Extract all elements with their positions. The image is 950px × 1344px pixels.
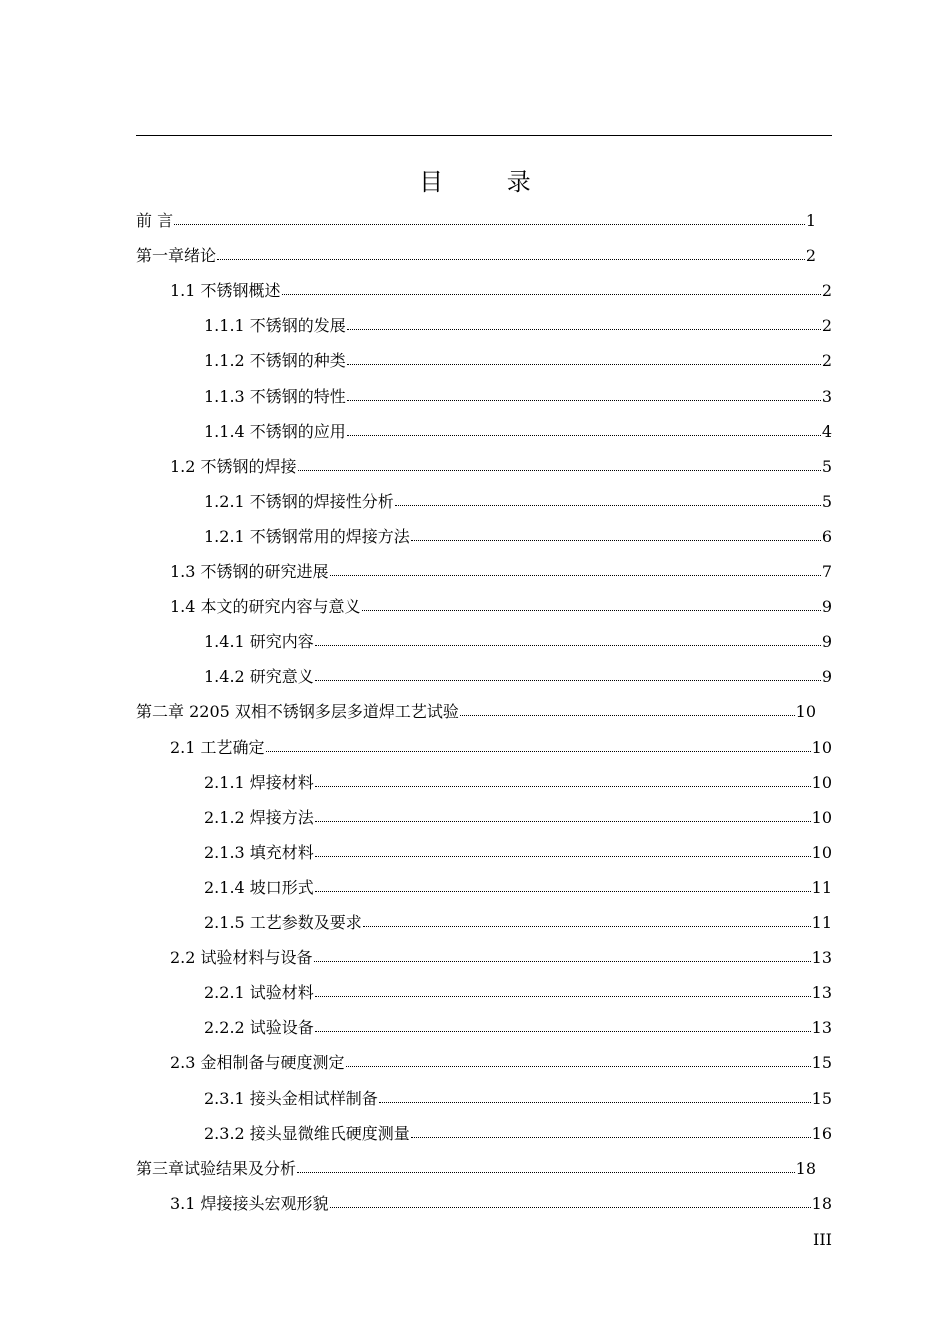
toc-entry-page: 2: [821, 316, 832, 336]
dot-leader: [297, 1172, 795, 1173]
toc-entry[interactable]: [204, 519, 832, 554]
toc-entry[interactable]: [204, 659, 832, 694]
dot-leader: [347, 364, 821, 365]
toc-entry-page: 10: [811, 737, 832, 757]
toc-entry-page: 5: [821, 491, 832, 511]
dot-leader: [315, 786, 811, 787]
toc-entry-page: 6: [821, 526, 832, 546]
toc-entry-label: 1.1.1 不锈钢的发展: [204, 316, 346, 336]
toc-entry-page: 10: [811, 772, 832, 792]
dot-leader: [282, 294, 821, 295]
toc-entry-page: 15: [811, 1088, 832, 1108]
toc-entry-label: 1.4.2 研究意义: [204, 667, 314, 687]
toc-entry[interactable]: [204, 800, 832, 835]
toc-entry-label: 1.4.1 研究内容: [204, 632, 314, 652]
toc-entry-label: 第二章 2205 双相不锈钢多层多道焊工艺试验: [136, 702, 459, 722]
toc-entry-label: 2.1.2 焊接方法: [204, 807, 314, 827]
dot-leader: [347, 329, 821, 330]
dot-leader: [298, 470, 821, 471]
toc-entry-page: 2: [805, 246, 816, 266]
toc-entry-page: 7: [821, 562, 832, 581]
toc-entry[interactable]: [204, 905, 832, 940]
dot-leader: [346, 1066, 811, 1067]
toc-entry-page: 3: [821, 386, 832, 406]
toc-entry-label: 1.1.4 不锈钢的应用: [204, 421, 346, 441]
dot-leader: [347, 435, 821, 436]
toc-entry[interactable]: [170, 730, 832, 765]
toc-entry-label: 1.2.1 不锈钢常用的焊接方法: [204, 526, 410, 546]
toc-entry-label: 2.2.1 试验材料: [204, 983, 314, 1003]
header-rule: [136, 135, 832, 136]
toc-entry[interactable]: [204, 835, 832, 870]
toc-entry-page: 10: [811, 842, 832, 862]
toc-entry-label: 前 言: [136, 211, 174, 230]
toc-entry-label: 2.3.2 接头显微维氏硬度测量: [204, 1123, 410, 1143]
toc-entry-page: 9: [821, 632, 832, 652]
toc-entry-page: 11: [811, 877, 832, 897]
toc-title: 目 录: [419, 168, 559, 196]
toc-entry-label: 2.2 试验材料与设备: [170, 948, 313, 968]
toc-entry-page: 5: [821, 456, 832, 476]
toc-entry[interactable]: [170, 589, 832, 624]
dot-leader: [315, 1031, 811, 1032]
dot-leader: [174, 224, 805, 225]
toc-entry[interactable]: [170, 1186, 832, 1221]
dot-leader: [315, 856, 811, 857]
dot-leader: [362, 610, 821, 611]
dot-leader: [460, 715, 795, 716]
toc-entry[interactable]: [170, 554, 832, 589]
toc-entry[interactable]: [204, 624, 832, 659]
toc-entry-label: 2.2.2 试验设备: [204, 1018, 314, 1038]
toc-entry[interactable]: [170, 1045, 832, 1080]
toc-entry-page: 9: [821, 597, 832, 617]
dot-leader: [379, 1102, 811, 1103]
toc-entry-label: 第一章绪论: [136, 246, 217, 266]
toc-entry-page: 13: [811, 948, 832, 968]
toc-entry-label: 3.1 焊接接头宏观形貌: [170, 1193, 329, 1213]
toc-entry-page: 15: [811, 1053, 832, 1073]
toc-entry-page: 13: [811, 983, 832, 1003]
dot-leader: [315, 996, 811, 997]
dot-leader: [395, 505, 821, 506]
dot-leader: [363, 926, 811, 927]
dot-leader: [315, 645, 821, 646]
toc-entry-label: 2.1.4 坡口形式: [204, 877, 314, 897]
dot-leader: [315, 891, 811, 892]
toc-entry-label: 2.3 金相制备与硬度测定: [170, 1053, 345, 1073]
toc-entry-label: 1.1.2 不锈钢的种类: [204, 351, 346, 371]
page-number: III: [813, 1230, 832, 1249]
toc-entry-label: 1.2 不锈钢的焊接: [170, 456, 297, 476]
toc-entry-page: 13: [811, 1018, 832, 1038]
toc-entry-page: 4: [821, 421, 832, 441]
toc-entry-page: 11: [811, 913, 832, 932]
toc-entry-label: 1.3 不锈钢的研究进展: [170, 562, 329, 581]
toc-entry[interactable]: [136, 203, 816, 238]
toc-entry[interactable]: [170, 273, 832, 308]
toc-entry[interactable]: [170, 449, 832, 484]
toc-entry[interactable]: [204, 484, 832, 519]
dot-leader: [314, 961, 811, 962]
toc-entry[interactable]: [204, 870, 832, 905]
toc-entry[interactable]: [204, 1081, 832, 1116]
toc-entry[interactable]: [204, 765, 832, 800]
toc-entry[interactable]: [136, 238, 816, 273]
toc-entry-page: 2: [821, 351, 832, 371]
toc-entry-label: 2.1.1 焊接材料: [204, 772, 314, 792]
toc-entry-label: 第三章试验结果及分析: [136, 1158, 297, 1178]
toc-entry[interactable]: [204, 379, 832, 414]
toc-entry[interactable]: [204, 308, 832, 343]
toc-entry-page: 1: [805, 211, 816, 230]
toc-entry-page: 18: [795, 1158, 816, 1178]
toc-entry[interactable]: [136, 1151, 816, 1186]
toc-entry-label: 1.2.1 不锈钢的焊接性分析: [204, 491, 394, 511]
toc-entry-label: 2.3.1 接头金相试样制备: [204, 1088, 378, 1108]
toc-entry-label: 2.1.3 填充材料: [204, 842, 314, 862]
toc-entry[interactable]: [204, 343, 832, 378]
toc-entry-page: 10: [795, 702, 816, 722]
toc-entry-label: 1.1 不锈钢概述: [170, 281, 281, 301]
toc-entry[interactable]: [170, 940, 832, 975]
dot-leader: [330, 575, 821, 576]
dot-leader: [315, 680, 821, 681]
dot-leader: [411, 540, 821, 541]
toc-entry[interactable]: [204, 1116, 832, 1151]
toc-entry[interactable]: [136, 694, 816, 729]
toc-entry-page: 9: [821, 667, 832, 687]
toc-entry-label: 1.1.3 不锈钢的特性: [204, 386, 346, 406]
toc-entry-page: 18: [811, 1193, 832, 1213]
toc-entry[interactable]: [204, 975, 832, 1010]
toc-entry[interactable]: [204, 1010, 832, 1045]
toc-entry-label: 1.4 本文的研究内容与意义: [170, 597, 361, 617]
toc-entry-page: 10: [811, 807, 832, 827]
dot-leader: [266, 751, 811, 752]
dot-leader: [217, 259, 805, 260]
dot-leader: [411, 1137, 811, 1138]
toc-entry-label: 2.1.5 工艺参数及要求: [204, 913, 362, 932]
dot-leader: [330, 1207, 811, 1208]
toc-entry-label: 2.1 工艺确定: [170, 737, 265, 757]
toc-entry[interactable]: [204, 414, 832, 449]
dot-leader: [315, 821, 811, 822]
toc-entry-page: 16: [811, 1123, 832, 1143]
dot-leader: [347, 400, 821, 401]
toc-entry-page: 2: [821, 281, 832, 301]
